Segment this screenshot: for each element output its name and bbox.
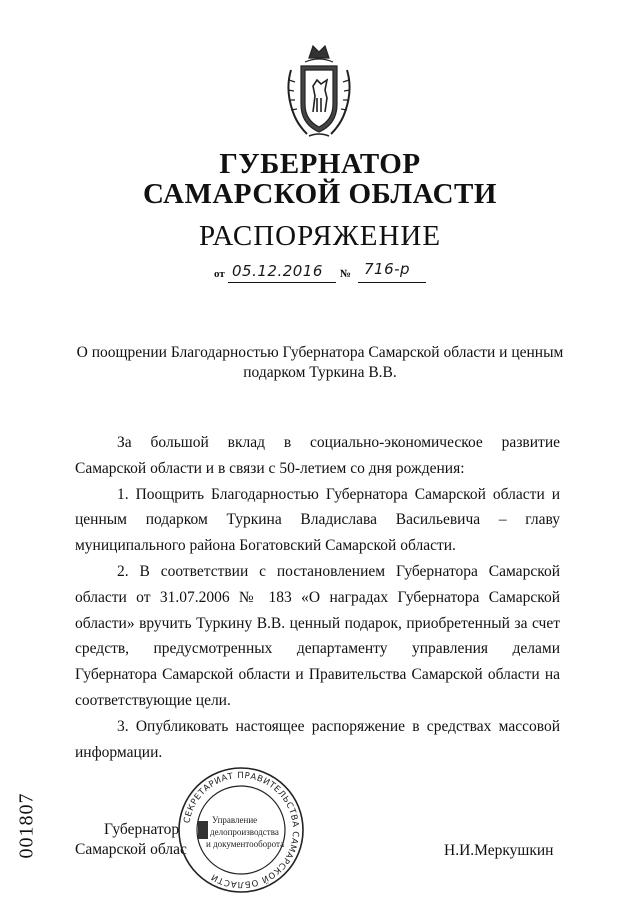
signatory-title-line-2: Самарской облас xyxy=(75,841,187,858)
body-paragraph-2: 2. В соответствии с постановлением Губернатора Самарской области от 31.07.2006 № 183 «О наградах Губернатора Самарской области» вручить Туркину В.В. ценный подарок, приобретенный за счет средств, предусмотренных департаменту управления делами Губернатора Самарской области и Правительства Самарской области на соответствующие цели. xyxy=(75,562,560,709)
serial-number-margin xyxy=(12,790,42,860)
document-body xyxy=(75,430,560,765)
body-paragraph-preamble: За большой вклад в социально-экономическое развитие Самарской области и в связи с 50-летием со дня рождения: xyxy=(75,434,560,477)
document-type-title: РАСПОРЯЖЕНИЕ xyxy=(198,220,442,252)
date-prefix-label: от xyxy=(214,268,225,280)
stamp-inner-line-1: Управление xyxy=(212,815,258,825)
header-title-line-1: ГУБЕРНАТОР xyxy=(219,148,421,180)
small-emblem-icon xyxy=(198,821,208,839)
signatory-name: Н.И.Меркушкин xyxy=(444,842,554,859)
number-underline xyxy=(358,282,426,283)
body-paragraph-1: 1. Поощрить Благодарностью Губернатора Самарской области и ценным подарком Туркина Владислава Васильевича – главу муниципального района Богатовский Самарской области. xyxy=(75,485,560,555)
stamp-ring-text: СЕКРЕТАРИАТ ПРАВИТЕЛЬСТВА САМАРСКОЙ ОБЛАСТИ xyxy=(182,770,301,890)
header-title-line-2: САМАРСКОЙ ОБЛАСТИ xyxy=(143,178,497,210)
registration-line xyxy=(200,258,440,288)
coat-of-arms-emblem xyxy=(283,40,355,140)
document-subject: О поощрении Благодарностью Губернатора Самарской области и ценным подарком Туркина В.В. xyxy=(76,344,564,381)
handwritten-date: 05.12.2016 xyxy=(232,262,323,280)
handwritten-number: 716-р xyxy=(364,260,411,278)
date-underline xyxy=(228,282,336,283)
serial-number: 001807 xyxy=(15,792,38,859)
stamp-inner-line-3: и документооборота xyxy=(206,839,285,849)
number-prefix-label: № xyxy=(340,268,352,280)
stamp-inner-line-2: делопроизводства xyxy=(210,827,279,837)
body-paragraph-3: 3. Опубликовать настоящее распоряжение в средствах массовой информации. xyxy=(75,717,560,761)
official-stamp xyxy=(176,765,306,895)
signatory-title-line-1: Губернатор xyxy=(104,821,180,838)
